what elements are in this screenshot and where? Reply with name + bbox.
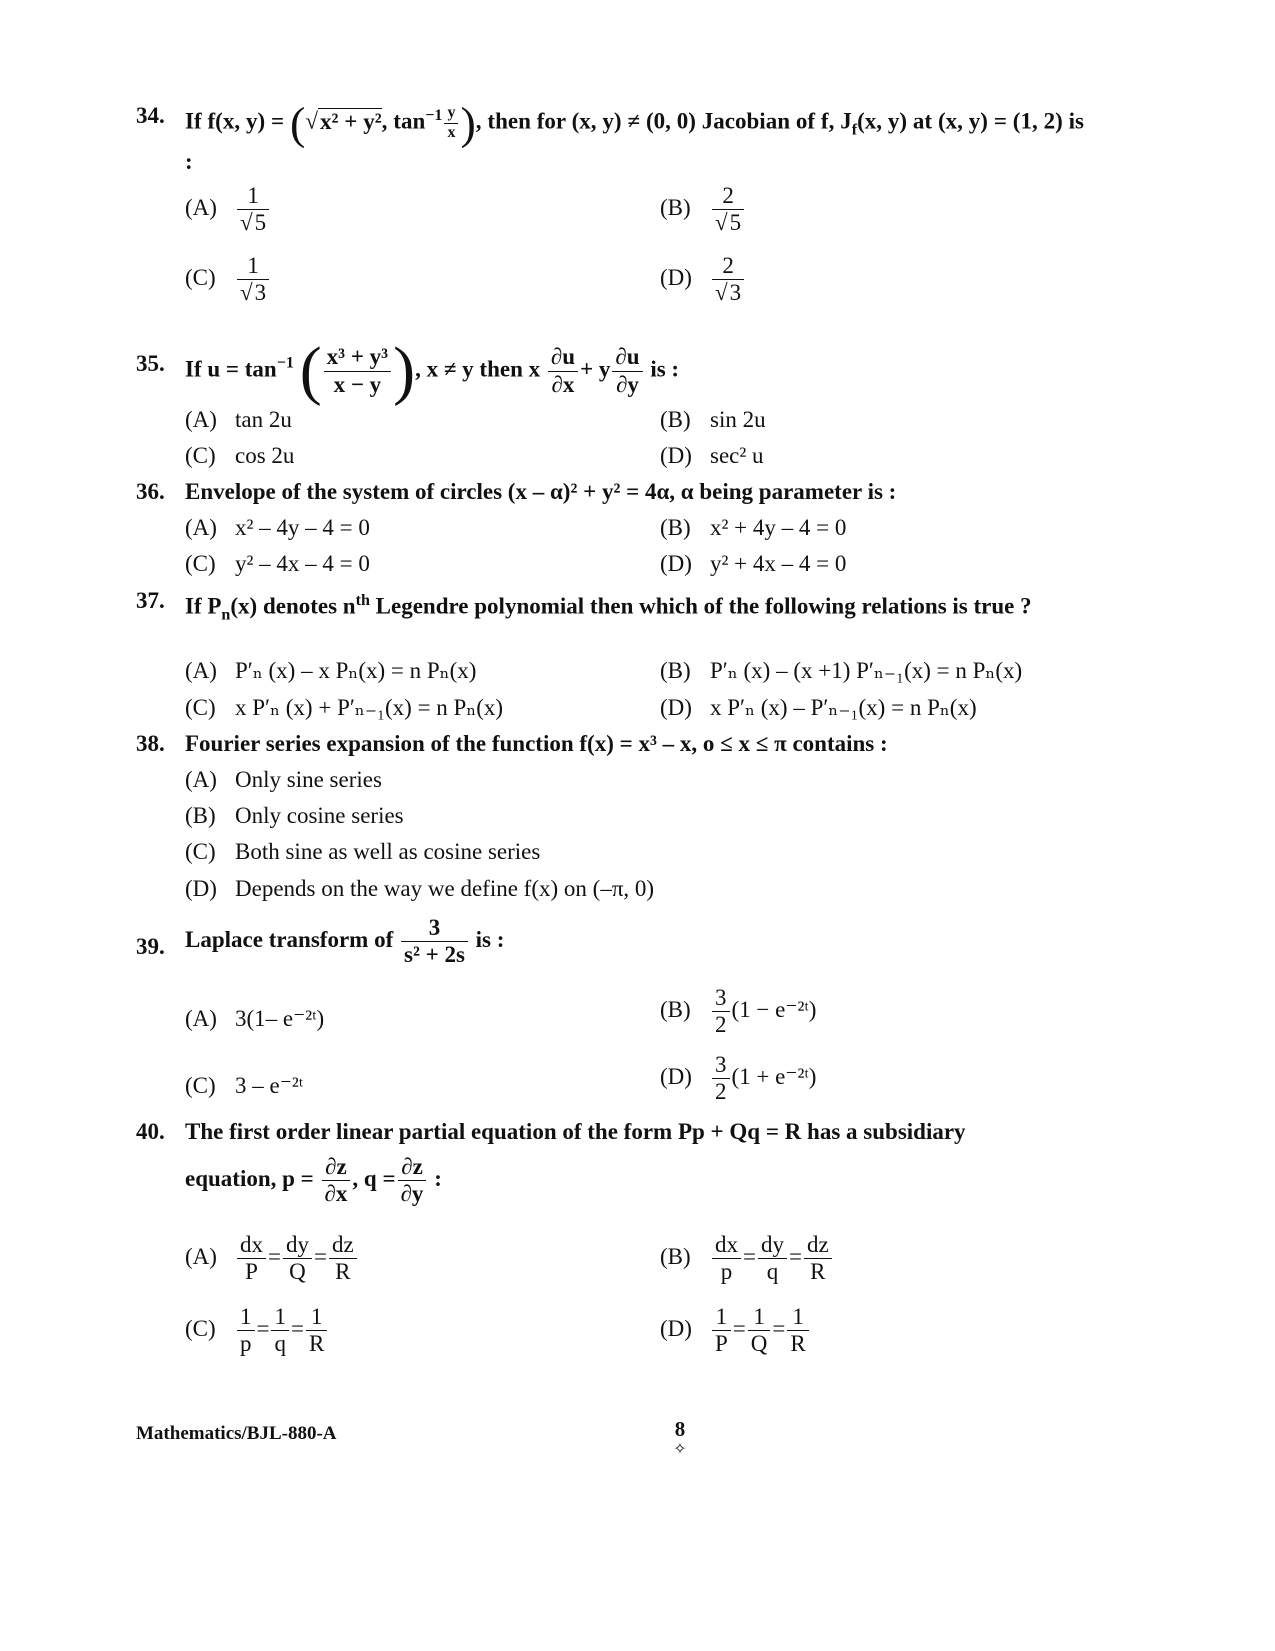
- question-37: [136, 585, 1084, 631]
- option-35-b[interactable]: (B) sin 2u: [660, 407, 766, 432]
- option-39-a[interactable]: (A) 3(1– e⁻²ᵗ): [185, 1006, 325, 1031]
- option-40-c[interactable]: (C) $\frac{1}{p}$ = $\frac{1}{q}$ = $\frac{1}{R}$: [185, 1304, 329, 1358]
- question-stem: Envelope of the system of circles (x – α)² + y² = 4α, α being parameter is :: [185, 479, 897, 504]
- option-40-d[interactable]: (D) $\frac{1}{P}$ = $\frac{1}{Q}$ = $\frac{1}{R}$: [660, 1304, 811, 1358]
- option-34-c[interactable]: (C) $\frac{1}{√3}$: [185, 253, 271, 307]
- question-number: 35.: [136, 351, 165, 376]
- option-35-c[interactable]: (C) cos 2u: [185, 443, 295, 468]
- option-34-d[interactable]: (D) $\frac{2}{√3}$: [660, 253, 746, 307]
- option-39-b[interactable]: (B) $\frac{3}{2}$ (1 − e⁻²ᵗ): [660, 985, 817, 1038]
- option-37-a[interactable]: (A) P′ₙ (x) – x Pₙ(x) = n Pₙ(x): [185, 658, 477, 683]
- question-36: [136, 476, 1084, 508]
- question-number: 36.: [136, 479, 165, 504]
- star-icon: ✧: [673, 1441, 687, 1458]
- option-37-c[interactable]: (C) x P′ₙ (x) + P′ₙ₋₁(x) = n Pₙ(x): [185, 695, 504, 720]
- option-36-a[interactable]: (A) x² – 4y – 4 = 0: [185, 515, 370, 540]
- question-stem: If f(x, y) = (√x² + y², $\tan^{-1}$ $\frac{y}{x}$ ), then for (x, y) ≠ (0, 0) Jacobian of f, $J_f(x$, y) at (x, y) = (1, 2) is :: [185, 97, 1084, 175]
- option-38-b[interactable]: (B) Only cosine series: [185, 803, 404, 828]
- question-34: [136, 97, 1084, 178]
- footer-code: Mathematics/BJL-880-A: [136, 1423, 337, 1444]
- question-stem: The first order linear partial equation of the form Pp + Qq = R has a subsidiary equation, p = $\frac{\partial z}{\partial x}$ , q = $\frac{\partial z}{\partial y}$ :: [185, 1119, 966, 1207]
- option-36-c[interactable]: (C) y² – 4x – 4 = 0: [185, 551, 370, 576]
- option-34-b[interactable]: (B) $\frac{2}{√5}$: [660, 183, 746, 237]
- page-number: 8: [674, 1417, 686, 1441]
- option-40-b[interactable]: (B) $\frac{dx}{p}$ = $\frac{dy}{q}$ = $\frac{dz}{R}$: [660, 1232, 834, 1286]
- option-38-c[interactable]: (C) Both sine as well as cosine series: [185, 839, 541, 864]
- option-38-a[interactable]: (A) Only sine series: [185, 767, 382, 792]
- option-35-d[interactable]: (D) sec² u: [660, 443, 764, 468]
- option-35-a[interactable]: (A) tan 2u: [185, 407, 292, 432]
- question-number: 40.: [136, 1119, 165, 1144]
- question-number: 34.: [136, 103, 165, 128]
- option-37-d[interactable]: (D) x P′ₙ (x) – P′ₙ₋₁(x) = n Pₙ(x): [660, 695, 977, 720]
- option-38-d[interactable]: (D) Depends on the way we define f(x) on (–π, 0): [185, 876, 655, 901]
- question-number: 38.: [136, 731, 165, 756]
- option-37-b[interactable]: (B) P′ₙ (x) – (x +1) P′ₙ₋₁(x) = n Pₙ(x): [660, 658, 1023, 683]
- question-40: [136, 1116, 1084, 1208]
- question-stem: If $P_n(x)$ denotes $n^{th}$ Legendre polynomial then which of the following relations is true ?: [185, 592, 1032, 624]
- question-38: [136, 728, 1084, 760]
- question-stem: Laplace transform of $\frac{3}{\text{s² + 2s}}$ is :: [185, 915, 505, 968]
- option-36-b[interactable]: (B) x² + 4y – 4 = 0: [660, 515, 847, 540]
- option-40-a[interactable]: (A) $\frac{dx}{P}$ = $\frac{dy}{Q}$ = $\frac{dz}{R}$: [185, 1232, 359, 1286]
- question-35: [136, 334, 1084, 407]
- option-36-d[interactable]: (D) y² + 4x – 4 = 0: [660, 551, 847, 576]
- question-number: 39.: [136, 934, 165, 959]
- question-39: [136, 915, 1084, 969]
- option-34-a[interactable]: (A) $\frac{1}{√5}$: [185, 183, 271, 237]
- question-stem: If $u = \tan^{-1}$ ( $\frac{\text{x³ + y³}}{x - y}$ ), x ≠ y then x $\frac{\partial u}{\partial x}$ + y $\frac{\partial u}{\partial y}$ is :: [185, 334, 680, 407]
- option-39-c[interactable]: (C) 3 – e⁻²ᵗ: [185, 1073, 304, 1098]
- option-39-d[interactable]: (D) $\frac{3}{2}$ (1 + e⁻²ᵗ): [660, 1052, 817, 1105]
- question-number: 37.: [136, 588, 165, 613]
- question-stem: Fourier series expansion of the function f(x) = x³ – x, o ≤ x ≤ π contains :: [185, 731, 888, 756]
